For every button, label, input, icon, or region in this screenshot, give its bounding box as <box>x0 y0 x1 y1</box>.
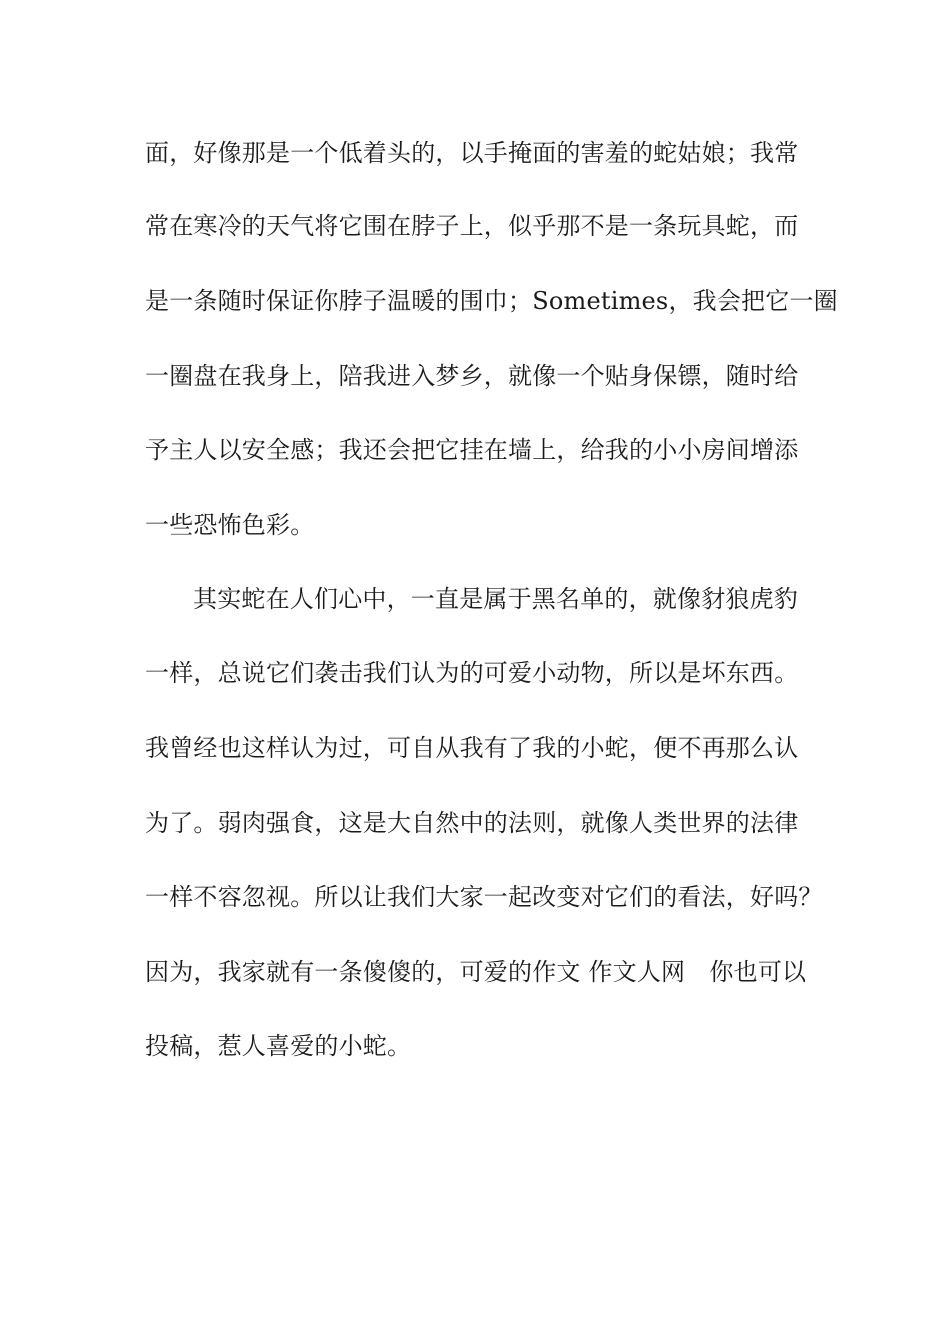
text-line: 面，好像那是一个低着头的，以手掩面的害羞的蛇姑娘；我常 <box>145 139 799 167</box>
text-line: 是一条随时保证你脖子温暖的围巾；Sometimes，我会把它一圈 <box>145 287 838 315</box>
text-line: 因为，我家就有一条傻傻的，可爱的作文 作文人网 你也可以 <box>145 958 807 986</box>
paragraph-start-line: 其实蛇在人们心中，一直是属于黑名单的，就像豺狼虎豹 <box>193 585 798 613</box>
text-line: 我曾经也这样认为过，可自从我有了我的小蛇，便不再那么认 <box>145 734 799 762</box>
text-line: 常在寒冷的天气将它围在脖子上，似乎那不是一条玩具蛇，而 <box>145 212 799 240</box>
text-line: 一圈盘在我身上，陪我进入梦乡，就像一个贴身保镖，随时给 <box>145 362 799 390</box>
text-line: 投稿，惹人喜爱的小蛇。 <box>145 1032 412 1060</box>
text-line: 一样不容忽视。所以让我们大家一起改变对它们的看法，好吗？ <box>145 883 823 911</box>
text-line: 予主人以安全感；我还会把它挂在墙上，给我的小小房间增添 <box>145 436 799 464</box>
text-line: 一样，总说它们袭击我们认为的可爱小动物，所以是坏东西。 <box>145 659 799 687</box>
text-line: 为了。弱肉强食，这是大自然中的法则，就像人类世界的法律 <box>145 809 799 837</box>
text-line: 一些恐怖色彩。 <box>145 511 315 539</box>
